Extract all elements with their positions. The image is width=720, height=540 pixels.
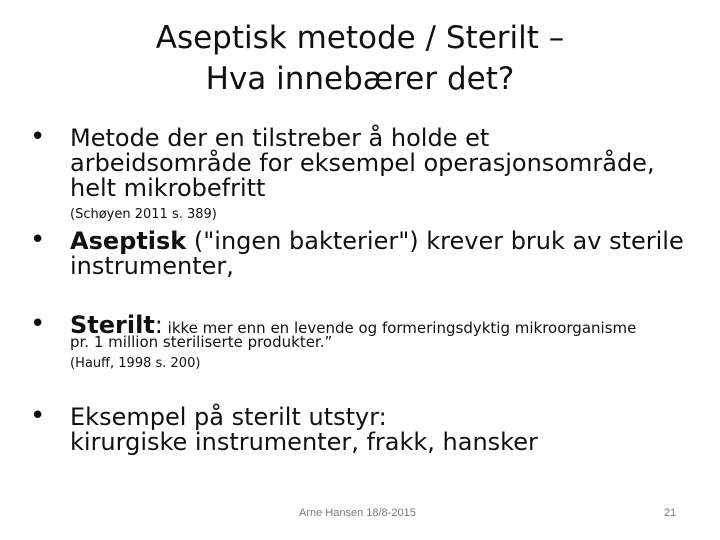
bullet-line: arbeidsområde for eksempel operasjonsområde, [70,149,655,177]
bullet-dot: • [30,401,46,431]
bullet-text [70,313,690,351]
slide-number: 21 [664,507,677,519]
title-line: Hva innebærer det? [205,61,515,97]
bullet-eksempel [30,401,690,456]
slide-title [90,18,630,100]
term-colon: : [154,311,163,339]
bullet-text [70,405,690,455]
bullet-dot: • [30,225,46,255]
bullet-line: Metode der en tilstreber å holde et [70,124,490,152]
citation-schoyen: (Schøyen 2011 s. 389) [70,207,217,222]
bullet-dot: • [30,309,46,339]
bullet-text [70,126,690,201]
bullet-line: kirurgiske instrumenter, frakk, hansker [70,428,538,456]
bullet-dot: • [30,122,46,152]
title-line: Aseptisk metode / Sterilt – [155,20,565,56]
bullet-line [70,229,690,254]
bullet-aseptisk [30,225,690,280]
term-sterilt: Sterilt [70,311,155,339]
sterilt-definition-line-2: pr. 1 million steriliserte produkter.” [70,333,333,351]
bullet-line: instrumenter, [70,252,234,280]
term-aseptisk: Aseptisk [70,227,187,255]
bullet-line: Eksempel på sterilt utstyr: [70,403,387,431]
bullet-text [70,229,690,279]
bullet-metode [30,122,690,202]
bullet-line: helt mikrobefritt [70,174,266,202]
citation-hauff: (Hauff, 1998 s. 200) [70,356,201,371]
sterilt-definition: ikke mer enn en levende og formeringsdyktig mikroorganisme [162,319,637,337]
footer-author-date: Arne Hansen 18/8-2015 [299,507,416,519]
bullet-sterilt [30,309,690,351]
bullet-line-rest: ("ingen bakterier") krever bruk av sterile [186,227,684,255]
